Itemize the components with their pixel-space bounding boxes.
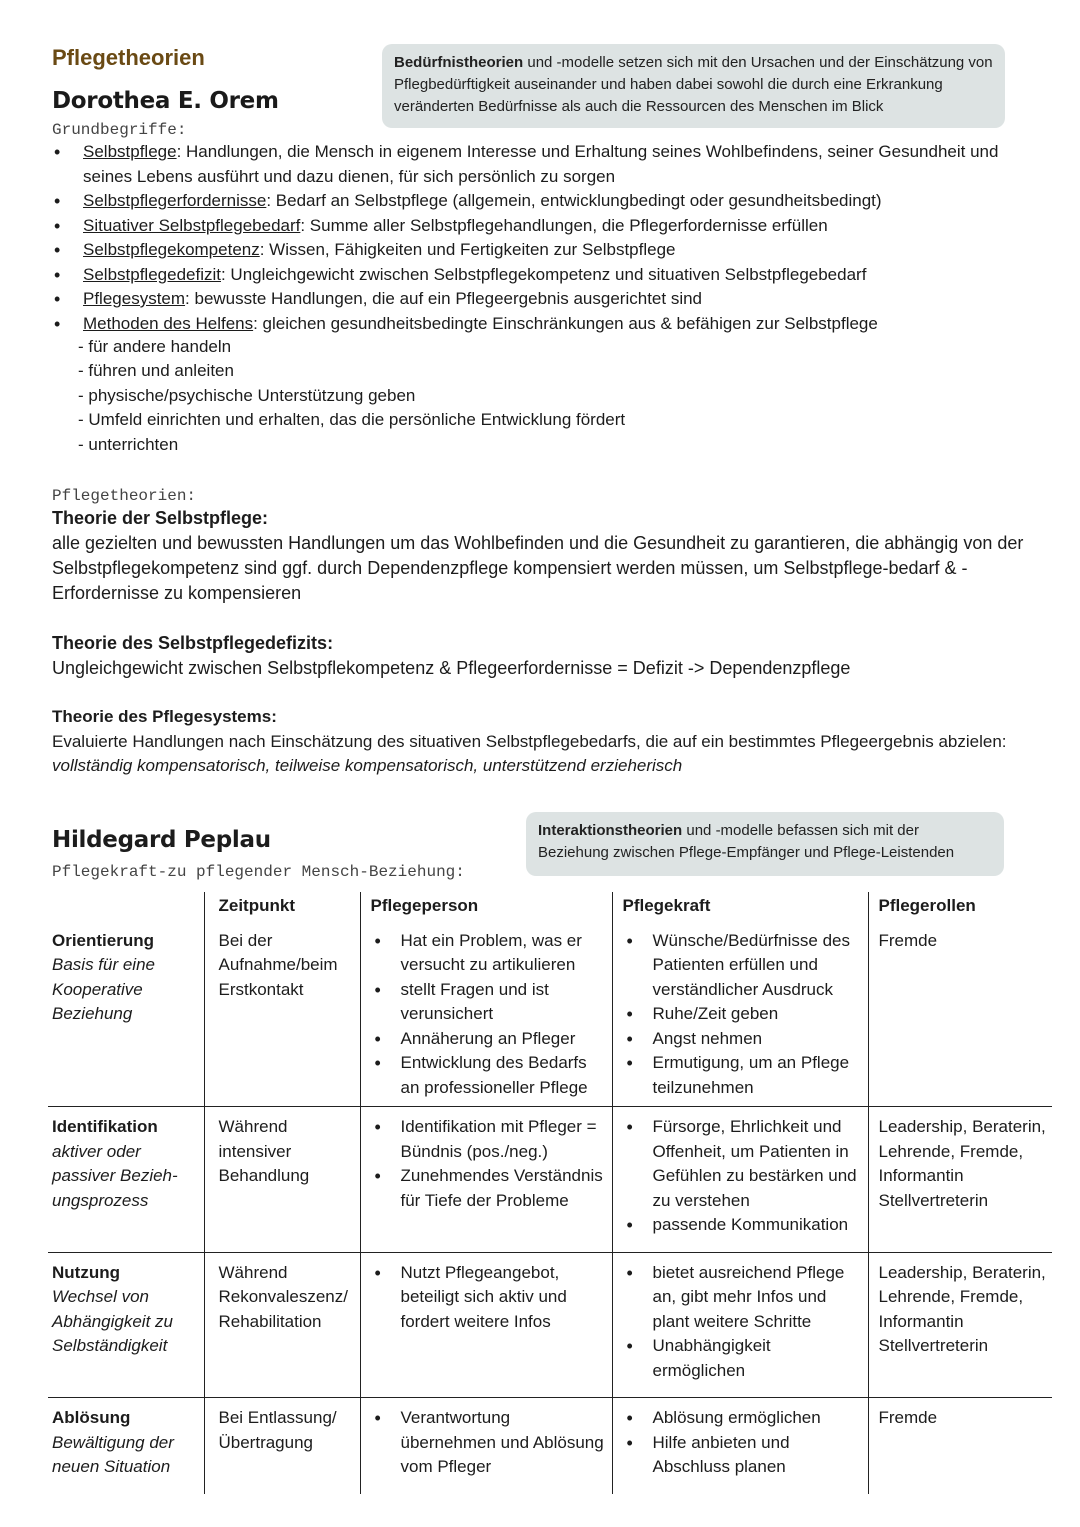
interaction-box-bold: Interaktionstheorien xyxy=(538,822,683,839)
pflegeperson-cell xyxy=(360,1107,612,1253)
phase-name: Orientierung xyxy=(52,930,155,950)
peplau-heading: Hildegard Peplau xyxy=(52,827,271,853)
list-item: • Verantwortung übernehmen und Ablösung vom Pfleger xyxy=(371,1406,608,1480)
grundbegriffe-label: Grundbegriffe: xyxy=(52,121,187,139)
pflegerollen-cell: Leadership, Beraterin, Lehrende, Fremde, Informantin Stellvertreterin xyxy=(868,1107,1052,1253)
term: Selbstpflegerfordernisse xyxy=(83,191,267,210)
pflegeperson-cell xyxy=(360,1398,612,1494)
list-item xyxy=(52,140,1042,189)
term: Selbstpflege xyxy=(83,142,177,161)
phase-desc: aktiver oder passiver Bezieh-ungsprozess xyxy=(52,1141,178,1210)
list-item: • Unabhängigkeit ermöglichen xyxy=(623,1334,864,1383)
table-row xyxy=(48,1252,1052,1398)
list-item xyxy=(52,189,1042,214)
table-row xyxy=(48,1107,1052,1253)
term: Situativer Selbstpflegebedarf xyxy=(83,215,301,235)
interaction-theory-box xyxy=(526,812,1004,876)
definition: : Bedarf an Selbstpflege (allgemein, entwicklungbedingt oder gesundheitsbedingt) xyxy=(266,191,882,210)
pflegekraft-cell xyxy=(612,1107,868,1253)
table-header-row xyxy=(48,892,1052,929)
definition: : Summe aller Selbstpflegehandlungen, die Pflegerfordernisse erfüllen xyxy=(300,215,828,235)
list-item: • Fürsorge, Ehrlichkeit und Offenheit, um Patienten in Gefühlen zu bestärken und zu verstehen xyxy=(623,1115,864,1213)
theory-text xyxy=(52,730,1042,779)
zeitpunkt-cell: Während intensiver Behandlung xyxy=(204,1107,360,1253)
pflegerollen-cell: Fremde xyxy=(868,1398,1052,1494)
list-item: • Ruhe/Zeit geben xyxy=(623,1002,864,1027)
pflegerollen-cell: Leadership, Beraterin, Lehrende, Fremde, Informantin Stellvertreterin xyxy=(868,1252,1052,1398)
pflegeperson-cell xyxy=(360,929,612,1107)
interaction-box-text: und -modelle befassen sich mit der Beziehung zwischen Pflege-Empfänger und Pflege-Leistenden xyxy=(538,822,955,861)
theory-text: alle gezielten und bewussten Handlungen um das Wohlbefinden und die Gesundheit zu garantieren, die abhängig von der Selbstpflegekompetenz sind ggf. durch Dependenzpflege kompensiert werden müssen, um Selbstpflege-bedarf & -Erfordernisse zu kompensieren xyxy=(52,533,1024,603)
phase-name: Identifikation xyxy=(52,1117,158,1136)
column-header: Zeitpunkt xyxy=(204,892,360,929)
list-item xyxy=(52,287,1042,312)
list-item: • Zunehmendes Verständnis für Tiefe der Probleme xyxy=(371,1164,608,1213)
pflegekraft-cell xyxy=(612,929,868,1107)
phase-name: Nutzung xyxy=(52,1262,120,1282)
theory-heading: Theorie des Pflegesystems: xyxy=(52,707,277,726)
methode-item: - führen und anleiten xyxy=(78,361,234,380)
list-item xyxy=(52,214,1042,239)
zeitpunkt-cell: Bei der Aufnahme/beim Erstkontakt xyxy=(204,929,360,1107)
definition: : gleichen gesundheitsbedingte Einschränkungen aus & befähigen zur Selbstpflege xyxy=(253,313,878,333)
theory-pflegesystem xyxy=(52,705,1042,779)
term: Selbstpflegedefizit xyxy=(83,264,221,284)
methode-item: - physische/psychische Unterstützung geben xyxy=(78,386,416,405)
definition: : bewusste Handlungen, die auf ein Pflegeergebnis ausgerichtet sind xyxy=(185,289,703,308)
phase-desc: Wechsel von Abhängigkeit zu Selbständigkeit xyxy=(52,1287,173,1355)
list-item: • Annäherung an Pfleger xyxy=(371,1027,608,1052)
page-title: Pflegetheorien xyxy=(52,45,205,70)
list-item xyxy=(52,263,1042,288)
theory-heading: Theorie der Selbstpflege: xyxy=(52,508,269,528)
orem-heading: Dorothea E. Orem xyxy=(52,88,279,114)
phase-cell xyxy=(48,1107,204,1253)
theory-selbstpflegedefizit xyxy=(52,631,1042,681)
methode-item: - unterrichten xyxy=(78,435,179,454)
list-item: • Ablösung ermöglichen xyxy=(623,1406,864,1431)
pflegekraft-cell xyxy=(612,1252,868,1398)
phase-cell xyxy=(48,929,204,1107)
theory-heading: Theorie des Selbstpflegedefizits: xyxy=(52,633,334,653)
grundbegriffe-list xyxy=(52,140,1042,336)
needs-theory-box xyxy=(382,44,1005,128)
pflegekraft-cell xyxy=(612,1398,868,1494)
list-item: • Entwicklung des Bedarfs an professioneller Pflege xyxy=(371,1051,608,1100)
column-header xyxy=(48,892,204,929)
table-row xyxy=(48,929,1052,1107)
table-row xyxy=(48,1398,1052,1494)
column-header: Pflegerollen xyxy=(868,892,1052,929)
peplau-subtitle: Pflegekraft-zu pflegender Mensch-Beziehung: xyxy=(52,863,465,881)
phase-name: Ablösung xyxy=(52,1408,131,1427)
list-item: • Nutzt Pflegeangebot, beteiligt sich aktiv und fordert weitere Infos xyxy=(371,1261,608,1335)
methode-item: - für andere handeln xyxy=(78,337,232,356)
theory-text-italic: vollständig kompensatorisch, teilweise kompensatorisch, unterstützend erzieherisch xyxy=(52,756,683,775)
pflegerollen-cell: Fremde xyxy=(868,929,1052,1107)
list-item: • Ermutigung, um an Pflege teilzunehmen xyxy=(623,1051,864,1100)
term: Pflegesystem xyxy=(83,289,186,308)
list-item: • Angst nehmen xyxy=(623,1027,864,1052)
list-item: • Hat ein Problem, was er versucht zu artikulieren xyxy=(371,929,608,978)
pflegetheorien-label: Pflegetheorien: xyxy=(52,487,197,505)
list-item: • bietet ausreichend Pflege an, gibt mehr Infos und plant weitere Schritte xyxy=(623,1261,864,1335)
theory-text: Ungleichgewicht zwischen Selbstpflekompetenz & Pflegeerfordernisse = Defizit -> Dependenzpflege xyxy=(52,658,851,678)
list-item: • Wünsche/Bedürfnisse des Patienten erfüllen und verständlicher Ausdruck xyxy=(623,929,864,1003)
column-header: Pflegekraft xyxy=(612,892,868,929)
term: Methoden des Helfens xyxy=(83,313,254,333)
peplau-phase-table xyxy=(48,892,1052,1494)
zeitpunkt-cell: Bei Entlassung/ Übertragung xyxy=(204,1398,360,1494)
pflegeperson-cell xyxy=(360,1252,612,1398)
needs-box-bold: Bedürfnistheorien xyxy=(394,54,524,71)
list-item: • passende Kommunikation xyxy=(623,1213,864,1238)
list-item: • Identifikation mit Pfleger = Bündnis (pos./neg.) xyxy=(371,1115,608,1164)
phase-cell xyxy=(48,1398,204,1494)
list-item xyxy=(52,312,1042,337)
column-header: Pflegeperson xyxy=(360,892,612,929)
methode-item: - Umfeld einrichten und erhalten, das die persönliche Entwicklung fördert xyxy=(78,410,626,429)
definition: : Handlungen, die Mensch in eigenem Interesse und Erhaltung seines Wohlbefindens, seiner Gesundheit und seines Lebens ausführt und dazu dienen, für sich persönlich zu sorgen xyxy=(83,142,999,186)
definition: : Wissen, Fähigkeiten und Fertigkeiten zur Selbstpflege xyxy=(259,240,676,259)
phase-desc: Basis für eine Kooperative Beziehung xyxy=(52,955,155,1023)
zeitpunkt-cell: Während Rekonvaleszenz/ Rehabilitation xyxy=(204,1252,360,1398)
theory-selbstpflege xyxy=(52,506,1042,606)
list-item: • stellt Fragen und ist verunsichert xyxy=(371,978,608,1027)
list-item xyxy=(52,238,1042,263)
phase-cell xyxy=(48,1252,204,1398)
needs-box-text: und -modelle setzen sich mit den Ursachen und der Einschätzung von Pflegbedürftigkeit auseinander und haben dabei sowohl die durch eine Erkrankung veränderten Bedürfnisse als auch die Ressourcen des Menschen im Blick xyxy=(394,54,993,115)
definition: : Ungleichgewicht zwischen Selbstpflegekompetenz und situativen Selbstpflegebedarf xyxy=(220,264,867,284)
list-item: • Hilfe anbieten und Abschluss planen xyxy=(623,1431,864,1480)
phase-desc: Bewältigung der neuen Situation xyxy=(52,1432,174,1476)
term: Selbstpflegekompetenz xyxy=(83,240,260,259)
theory-text-main: Evaluierte Handlungen nach Einschätzung des situativen Selbstpflegebedarfs, die auf ein bestimmtes Pflegeergebnis abzielen: xyxy=(52,731,1007,751)
